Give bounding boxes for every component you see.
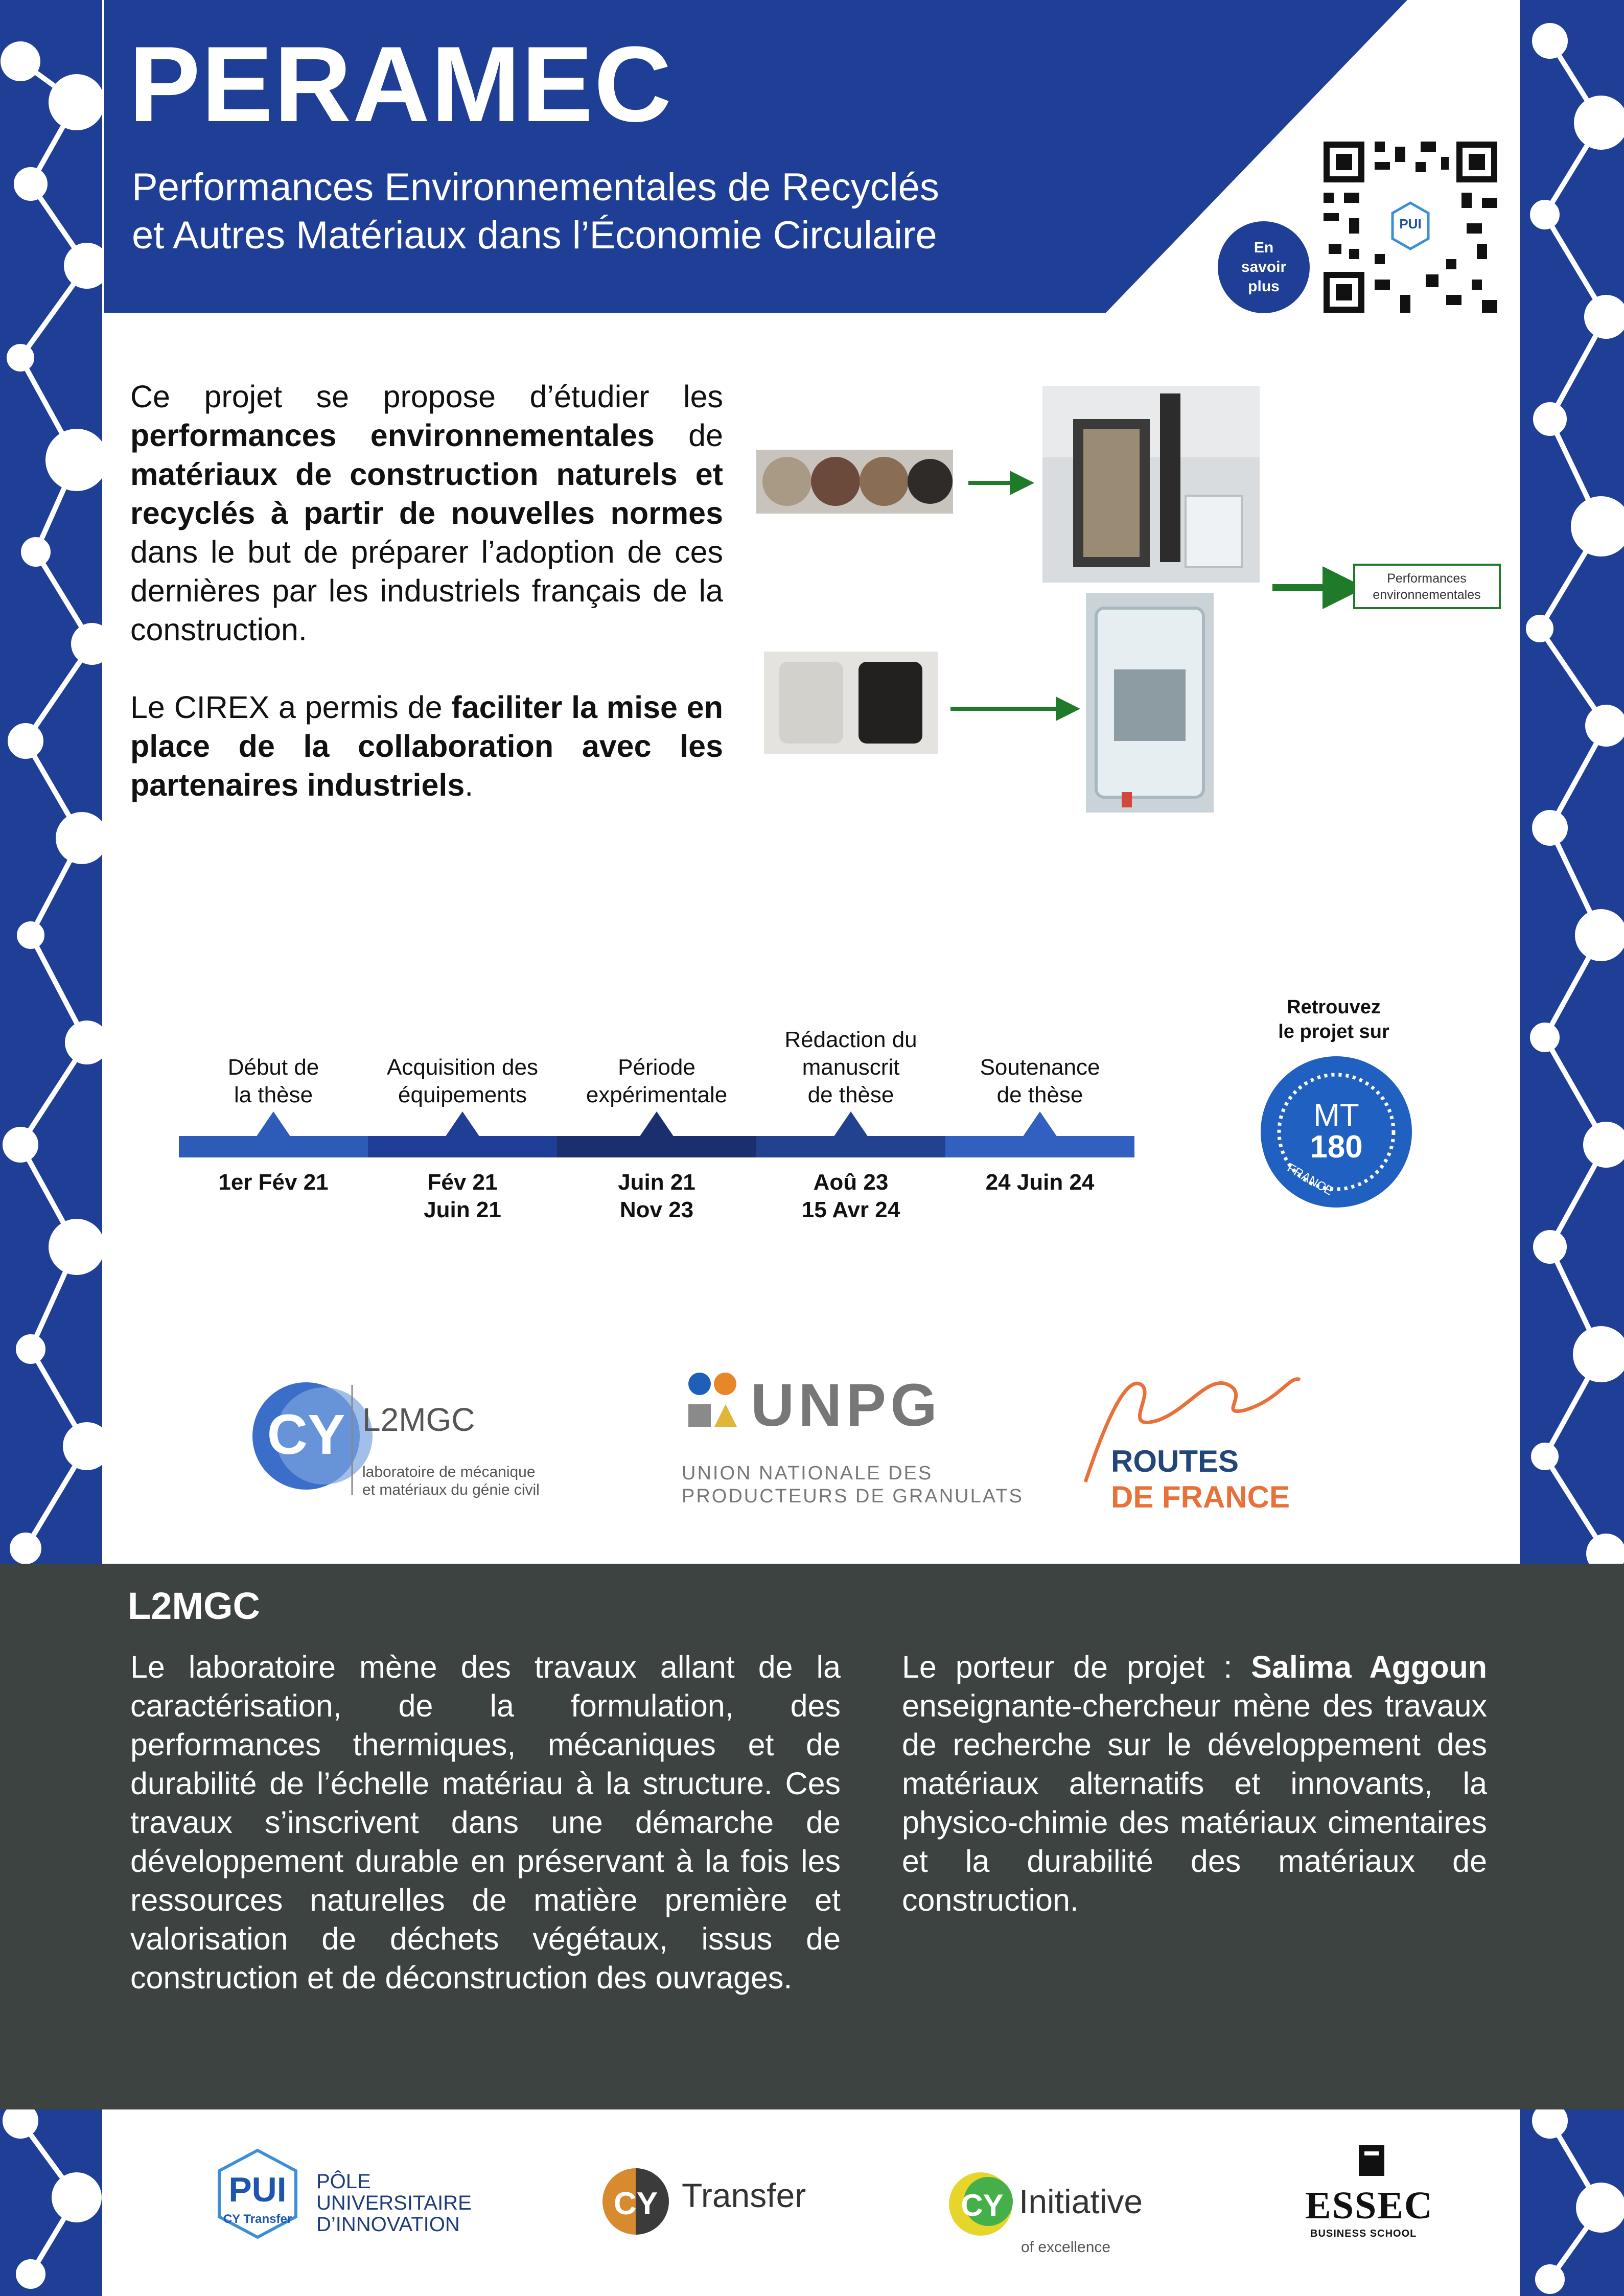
intro-paragraph-1: Ce projet se propose d’étudier les performances environnementales de matériaux de construction naturels et recyclés à partir de nouvelles normes dans le but de préparer l’adoption de ces dernières par les industriels français de la construction. (130, 379, 723, 647)
badge-line-3: plus (1248, 278, 1280, 295)
unpg-logo (682, 1372, 1024, 1507)
qr-code[interactable] (1324, 142, 1497, 313)
partner-logo-strip (104, 1354, 1520, 1523)
unpg-name: UNPG (751, 1372, 941, 1439)
partner-logos (104, 1354, 1520, 1523)
timeline-step-date: Fév 21 Juin 21 (424, 1170, 501, 1222)
cy-initiative-mark: CY (961, 2188, 1004, 2222)
pui-label: PÔLE UNIVERSITAIRE D’INNOVATION (316, 2170, 472, 2236)
unpg-sub-1: UNION NATIONALE DES (682, 1463, 933, 1484)
routes-de-france-logo (1085, 1379, 1300, 1514)
immersion-tank-photo (1086, 593, 1214, 813)
output-label-line-2: environnementales (1373, 588, 1481, 602)
timeline-step-label: Acquisition des équipements (387, 1055, 538, 1107)
intro-text (130, 377, 723, 843)
lab-section (0, 1564, 1624, 2109)
timeline-step-date: 24 Juin 24 (985, 1170, 1095, 1195)
mt180-caption-line-1: Retrouvez (1287, 996, 1381, 1018)
subtitle-line-2: et Autres Matériaux dans l’Économie Circulaire (132, 214, 937, 257)
timeline-marker (830, 1111, 871, 1137)
footer-logos (104, 2109, 1520, 2296)
badge-line-2: savoir (1241, 259, 1287, 275)
project-carrier: Le porteur de projet : Salima Aggoun enseignante-chercheur mène des travaux de recherche sur le développement des matériaux alternatifs et innovants, la physico-chimie des matériaux cimentaires et la durabilité des matériaux de construction. (902, 1650, 1487, 1917)
page-subtitle (132, 164, 1144, 260)
pui-sub: CY Transfer (223, 2212, 292, 2226)
l2mgc-sub-2: et matériaux du génie civil (362, 1481, 540, 1498)
l2mgc-logo (252, 1382, 540, 1498)
project-timeline (179, 996, 1134, 1226)
rdf-line-1: ROUTES (1111, 1444, 1239, 1478)
environmental-performance-box (1354, 565, 1500, 608)
lab-description: Le laboratoire mène des travaux allant de la caractérisation, de la formulation, des performances thermiques, mécaniques et de durabilité de l’échelle matériau à la structure. Ces travaux s’inscrivent dans une démarche de développement durable en préservant à la fois les ressources naturelles de matière première et valorisation de déchets végétaux, issus de construction et de déconstruction des ouvrages. (130, 1650, 841, 1995)
learn-more-badge[interactable] (1218, 221, 1310, 313)
initiative-sub-label: of excellence (1021, 2239, 1111, 2256)
aggregate-samples-photo (756, 450, 953, 514)
cy-mark: CY (267, 1403, 345, 1466)
mt180-caption-line-2: le projet sur (1278, 1021, 1389, 1042)
l2mgc-name: L2MGC (362, 1401, 475, 1438)
timeline-step-label: Rédaction du manuscrit de thèse (784, 1027, 917, 1107)
timeline-step-date: Aoû 23 15 Avr 24 (801, 1170, 900, 1222)
pui-mark: PUI (228, 2170, 287, 2209)
mt180-caption (1237, 995, 1431, 1044)
transfer-label: Transfer (682, 2176, 806, 2214)
mt180-top-text: MT (1313, 1098, 1359, 1133)
timeline-marker (1019, 1111, 1060, 1137)
experiment-diagram (756, 383, 1502, 823)
mt180-main-text: 180 (1310, 1129, 1363, 1165)
subtitle-line-1: Performances Environnementales de Recyclés (132, 166, 939, 209)
mt180-ring-text: FRANCE (1285, 1161, 1336, 1198)
timeline-segment (179, 1136, 368, 1157)
intro-paragraph-2: Le CIREX a permis de faciliter la mise en place de la collaboration avec les partenaires industriels. (130, 690, 723, 802)
timeline-step-date: Juin 21 Nov 23 (618, 1170, 695, 1222)
cy-transfer-logo (602, 2168, 669, 2235)
essec-label: ESSEC (1305, 2184, 1433, 2227)
timeline-marker (253, 1111, 294, 1137)
rdf-line-2: DE FRANCE (1111, 1480, 1290, 1514)
unpg-sub-2: PRODUCTEURS DE GRANULATS (682, 1486, 1024, 1507)
essec-crest (1359, 2145, 1384, 2176)
lab-heading: L2MGC (128, 1585, 260, 1627)
timeline-segment (557, 1136, 756, 1157)
timeline-marker (442, 1111, 483, 1137)
timeline-step-label: Début de la thèse (227, 1055, 319, 1107)
l2mgc-sub-1: laboratoire de mécanique (362, 1464, 536, 1480)
timeline-segment (368, 1136, 557, 1157)
mt180-logo[interactable] (1260, 1055, 1413, 1209)
initiative-label: Initiative (1019, 2183, 1143, 2220)
page-title: PERAMEC (129, 24, 673, 144)
timeline-step-label: Soutenance de thèse (980, 1055, 1100, 1107)
essec-sub-label: BUSINESS SCHOOL (1310, 2228, 1417, 2239)
cy-transfer-mark: CY (613, 2186, 658, 2221)
badge-line-1: En (1254, 239, 1274, 256)
timeline-segment (945, 1136, 1134, 1157)
pui-logo (219, 2150, 296, 2237)
cy-initiative-logo (949, 2172, 1013, 2236)
output-label-line-1: Performances (1387, 571, 1467, 586)
timeline-step-label: Période expérimentale (586, 1055, 728, 1107)
timeline-step-date: 1er Fév 21 (218, 1170, 329, 1195)
qr-center-logo: PUI (1399, 216, 1422, 231)
timeline-segment (756, 1136, 945, 1157)
timeline-marker (636, 1111, 677, 1137)
cylinder-samples-photo (764, 652, 938, 754)
leaching-column-photo (1042, 386, 1260, 583)
